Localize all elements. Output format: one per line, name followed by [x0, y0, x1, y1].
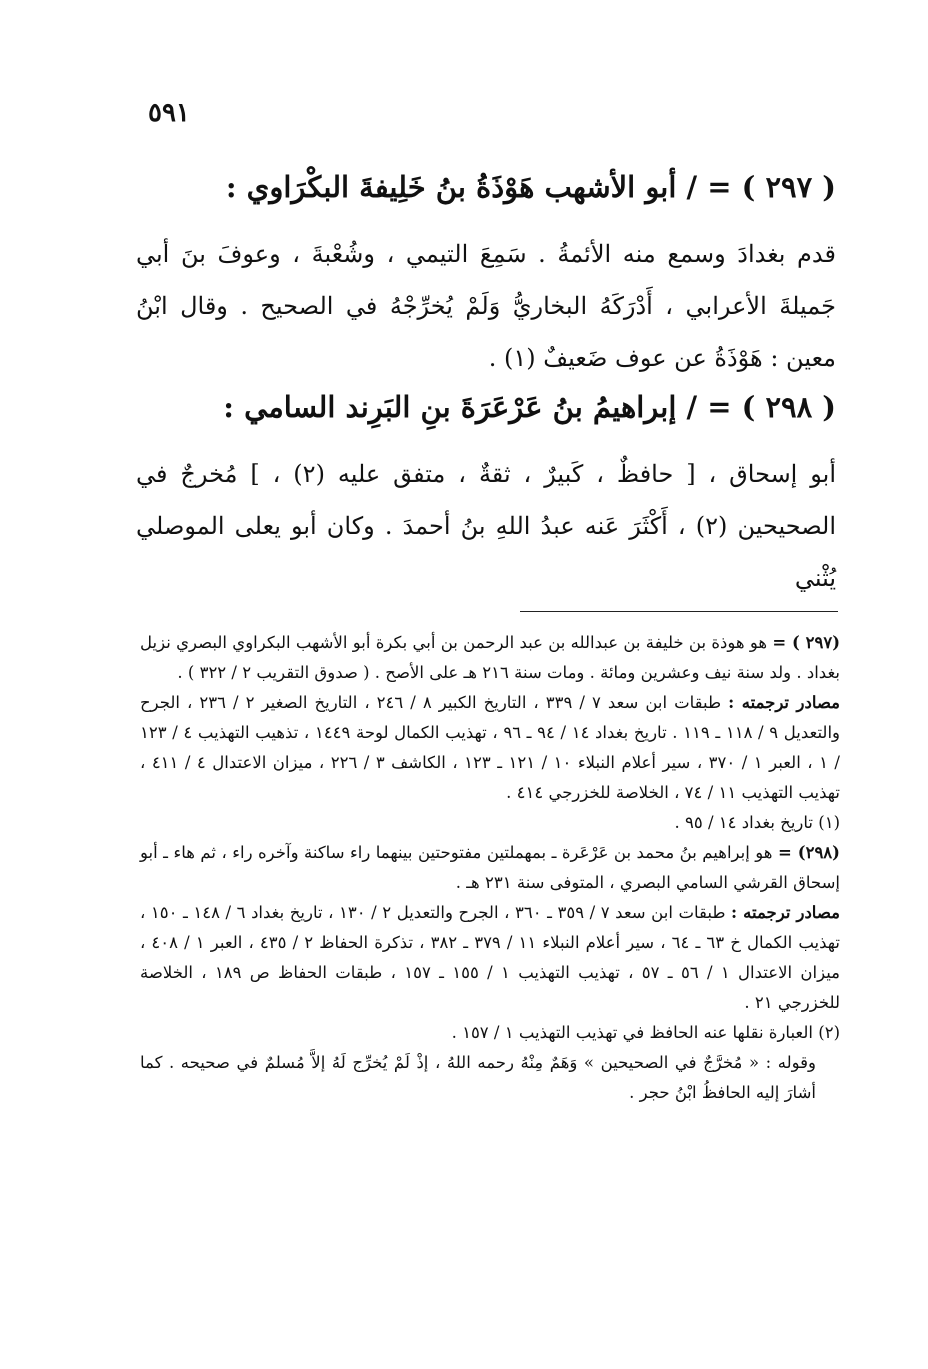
footnote-297-sources	[140, 688, 840, 808]
page-number: ٥٩١	[148, 98, 190, 128]
footnotes	[140, 628, 840, 1108]
footnote-298-sources	[140, 898, 840, 1018]
footnote-298-text: هو إبراهيم بنُ محمد بن عَرْعَرة ـ بمهملتين مفتوحتين بينهما راء ساكنة وآخره راء ، ثم هاء ـ أبو إسحاق القرشي السامي البصري ، المتوفى سنة ٢٣١ هـ .	[140, 843, 840, 892]
entry-body-298: أبو إسحاق ، [ حافظٌ ، كَبيرٌ ، ثقةٌ ، متفق عليه (٢) ، ] مُخرجٌ في الصحيحين (٢) ، أَكْثَرَ عَنه عبدُ اللهِ بنُ أحمدَ . وكان أبو يعلى الموصلي يُثْني	[136, 460, 837, 592]
footnote-divider	[520, 611, 838, 612]
footnote-2: (٢) العبارة نقلها عنه الحافظ في تهذيب التهذيب ١ / ١٥٧ .	[451, 1023, 840, 1042]
sources-text: طبقات ابن سعد ٧ / ٣٣٩ ، التاريخ الكبير ٨ / ٢٤٦ ، التاريخ الصغير ٢ / ٢٣٦ ، الجرح والتعديل ٩ / ١١٨ ـ ١١٩ . تاريخ بغداد ١٤ / ٩٤ ـ ٩٦ ، تهذيب الكمال لوحة ١٤٤٩ ، تذهيب التهذيب ٤ / ١٢٣ / ١ ، العبر ١ / ٣٧٠ ، سير أعلام النبلاء ١٠ / ١٢١ ـ ١٢٣ ، الكاشف ٣ / ٢٢٦ ، ميزان الاعتدال ٤ / ٤١١ ، تهذيب التهذيب ١١ / ٧٤ ، الخلاصة للخزرجي ٤١٤ .	[140, 693, 841, 802]
footnote-297	[140, 628, 840, 688]
sources-label: مصادر ترجمته :	[731, 903, 840, 922]
footnote-297-text: هو هوذة بن خليفة بن عبدالله بن عبد الرحمن بن أبي بكرة أبو الأشهب البكراوي البصري نزيل بغداد . ولد سنة نيف وعشرين ومائة . ومات سنة ٢١٦ هـ على الأصح . ( صدوق التقريب ٢ / ٣٢٢ ) .	[140, 633, 840, 682]
footnote-2-continuation: وقوله : « مُخرَّجٌ في الصحيحين » وَهَمٌ مِنْهُ رحمه اللهُ ، إذْ لَمْ يُخرِّج لَهُ إلاَّ مُسلمٌ في صحيحه . كما أشارَ إليه الحافظُ ابْنُ حجر .	[140, 1053, 816, 1102]
entry-heading-298: ( ٢٩٨ ) = / إبراهيمُ بنُ عَرْعَرَةَ بنِ البَرِند السامي :	[223, 390, 836, 424]
entry-body-297: قدم بغدادَ وسمع منه الأئمةُ . سَمِعَ التيمي ، وشُعْبةَ ، وعوفَ بنَ أبي جَميلةَ الأعرابي ، أَدْرَكَهُ البخاريُّ وَلَمْ يُخرِّجْهُ في الصحيح . وقال ابْنُ معين : هَوْذَةُ عن عوف ضَعيفٌ (١) .	[136, 240, 836, 372]
footnote-298-tag: (٢٩٨) =	[777, 843, 840, 862]
footnote-1: (١) تاريخ بغداد ١٤ / ٩٥ .	[674, 813, 840, 832]
sources-label: مصادر ترجمته :	[728, 693, 841, 712]
entry-heading-297: ( ٢٩٧ ) = / أبو الأشهب هَوْذَةُ بنُ خَلِيفةَ البكْرَاوي :	[225, 170, 836, 204]
footnote-298	[140, 838, 840, 898]
sources-text: طبقات ابن سعد ٧ / ٣٥٩ ـ ٣٦٠ ، الجرح والتعديل ٢ / ١٣٠ ، تاريخ بغداد ٦ / ١٤٨ ـ ١٥٠ ، تهذيب الكمال خ ٦٣ ـ ٦٤ ، سير أعلام النبلاء ١١ / ٣٧٩ ـ ٣٨٢ ، تذكرة الحفاظ ٢ / ٤٣٥ ، العبر ١ / ٤٠٨ ، ميزان الاعتدال ١ / ٥٦ ـ ٥٧ ، تهذيب التهذيب ١ / ١٥٥ ـ ١٥٧ ، طبقات الحفاظ ص ١٨٩ ، الخلاصة للخزرجي ٢١ .	[140, 903, 841, 1012]
footnote-297-tag: (٢٩٧ ) =	[772, 633, 841, 652]
